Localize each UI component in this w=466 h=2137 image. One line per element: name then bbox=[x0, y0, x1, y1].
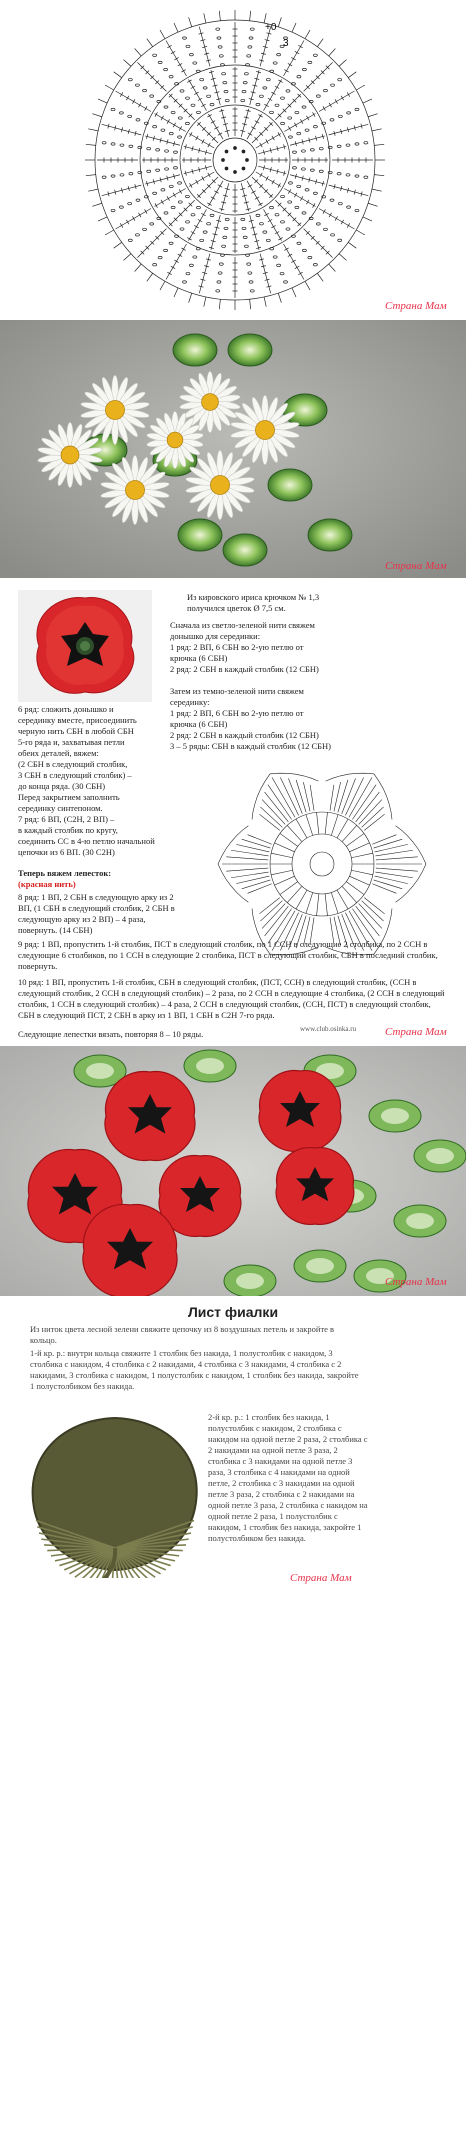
green-thread-block bbox=[170, 620, 465, 752]
row-10: 10 ряд: 1 ВП, пропустить 1-й столбик, СБН в следующий столбик, (ПСТ, ССН) в следующий столбик, (ССН в следующий столбик, 2 ССН в следующий столбик) – 2 раза, по 2 ССН в следующие 4 столбика, (2 ССН в следующий столбик, 1 ССН в следующий столбик) – 4 раза, 2 ССН в следующий столбик, (ССН, ПСТ) в следующий столбик, СБН в следующий ПСТ, 2 СБН в арку из 1 ВП, 1 СБН в С2Н 7-го ряда. bbox=[18, 977, 445, 1020]
crochet-leaf bbox=[308, 519, 352, 551]
circle-chart-svg bbox=[0, 0, 466, 318]
row-8: 8 ряд: 1 ВП, 2 СБН в следующую арку из 2 ВП, (1 СБН в следующий столбик, 2 СБН в следующую арку из 2 ВП) – 4 раза, повернуть. (14 СБН) bbox=[18, 892, 175, 935]
left_block-line: (2 СБН в следующий столбик, bbox=[18, 759, 128, 769]
left_block-line: серединку вместе, присоединить bbox=[18, 715, 137, 725]
violet-intro: Из ниток цвета лесной зелени свяжите цепочку из 8 воздушных петель и закройте в кольцо. bbox=[30, 1324, 335, 1345]
daisies-photo bbox=[0, 320, 466, 578]
violet-round-2: 2-й кр. р.: 1 столбик без накида, 1 полустолбик с накидом, 2 столбика с накидом на одной петле 2 раза, 2 столбика с 2 накидами на одной петле 3 раза, 2 столбика с 3 накидами на одной петле 3 раза, 3 столбика с 4 накидами на одной петле, 2 столбика с 3 накидами на одной петле 3 раза, 2 столбика с 2 накидами на одной петле 3 раза, 2 столбика с накидом на одной петле 2 раза, 1 полустолбик с накидом, 1 столбик без накида, закройте 1 полустолбиком без накида. bbox=[208, 1412, 368, 1543]
intro-line-2: получился цветок Ø 7,5 см. bbox=[187, 603, 286, 613]
green_block-line: донышко для серединки: bbox=[170, 631, 261, 641]
poppies-photo bbox=[0, 1046, 466, 1296]
left_block-line: 6 ряд: сложить донышко и bbox=[18, 704, 114, 714]
green_block-line: Сначала из светло-зеленой нити свяжем bbox=[170, 620, 315, 630]
chart-mark-2: 3 bbox=[283, 38, 289, 49]
left_block-line: соединить СС в 4-ю петлю начальной bbox=[18, 836, 155, 846]
left_block-line: 3 СБН в следующий столбик) – bbox=[18, 770, 132, 780]
green_block-line: серединку: bbox=[170, 697, 210, 707]
green_block-line: крючка (6 СБН) bbox=[170, 719, 228, 729]
green_block-line: 2 ряд: 2 СБН в каждый столбик (12 СБН) bbox=[170, 664, 319, 674]
green_block-line: 1 ряд: 2 ВП, 6 СБН во 2-ую петлю от bbox=[170, 708, 304, 718]
chart-mark-1: +0 bbox=[265, 22, 277, 33]
left_block-line: черную нить СБН в любой СБН bbox=[18, 726, 134, 736]
left_block-line: обеих деталей, вяжем: bbox=[18, 748, 99, 758]
crochet-circle-chart bbox=[0, 0, 466, 318]
petals-subtitle: (красная нить) bbox=[18, 879, 76, 889]
left_block-line: цепочки из 6 ВП. (30 С2Н) bbox=[18, 847, 115, 857]
crochet-leaf bbox=[178, 519, 222, 551]
crochet-poppy bbox=[276, 1148, 354, 1225]
poppies-svg bbox=[0, 1046, 466, 1296]
intro-line-1: Из кировского ириса крючком № 1,3 bbox=[187, 592, 320, 602]
crochet-poppy bbox=[105, 1071, 195, 1160]
green_block-line: 1 ряд: 2 ВП, 6 СБН во 2-ую петлю от bbox=[170, 642, 304, 652]
poppy-thumb-svg bbox=[18, 590, 152, 702]
watermark: Страна Мам bbox=[290, 1572, 352, 1584]
crochet-leaf bbox=[268, 469, 312, 501]
site-url: www.club.osinka.ru bbox=[300, 1025, 357, 1033]
violet-round-1: 1-й кр. р.: внутри кольца свяжите 1 столбик без накида, 1 полустолбик с накидом, 3 столбика с накидом, 4 столбика с 2 накидами, 4 столбика с 3 накидами, 4 столбика с 2 накидами, 3 столбика с накидом, 1 полустолбик с накидом, 1 столбик без накида, закройте 1 полустолбиком без накида. bbox=[30, 1348, 359, 1391]
green_block-line bbox=[170, 675, 465, 686]
poppy-instructions bbox=[0, 584, 466, 1044]
left_block-line: 5-го ряда и, захватывая петли bbox=[18, 737, 125, 747]
crochet-leaf bbox=[283, 394, 327, 426]
crochet-leaf bbox=[173, 334, 217, 366]
crochet-leaf bbox=[223, 534, 267, 566]
watermark: Страна Мам bbox=[385, 560, 447, 572]
crochet-leaf bbox=[228, 334, 272, 366]
crochet-poppy bbox=[259, 1071, 341, 1152]
outro: Следующие лепестки вязать, повторяя 8 – 10 ряды. bbox=[18, 1029, 204, 1039]
left_block-line: Перед закрытием заполнить bbox=[18, 792, 120, 802]
green_block-line: крючка (6 СБН) bbox=[170, 653, 228, 663]
green_block-line: 3 – 5 ряды: СБН в каждый столбик (12 СБН) bbox=[170, 741, 331, 751]
violet-leaf-panel bbox=[0, 1298, 466, 2137]
poppy-thumbnail bbox=[18, 590, 152, 702]
left_block-line: до конца ряда. (30 СБН) bbox=[18, 781, 106, 791]
row-9: 9 ряд: 1 ВП, пропустить 1-й столбик, ПСТ в следующий столбик, по 1 ССН в следующие 2 столбика, по 2 ССН в следующие 6 столбиков, по 1 ССН в следующие 2 столбика, ПСТ в следующий столбик, СБН в последний столбик, повернуть. bbox=[18, 939, 438, 971]
black-thread-block bbox=[18, 704, 178, 858]
crochet-poppy bbox=[83, 1204, 177, 1296]
green_block-line: 2 ряд: 2 СБН в каждый столбик (12 СБН) bbox=[170, 730, 319, 740]
green_block-line: Затем из темно-зеленой нити свяжем bbox=[170, 686, 304, 696]
watermark: Страна Мам bbox=[385, 1026, 447, 1038]
left_block-line: в каждый столбик по кругу, bbox=[18, 825, 118, 835]
violet-title: Лист фиалки bbox=[187, 1304, 279, 1320]
watermark: Страна Мам bbox=[385, 1276, 447, 1288]
poppy-chart-svg bbox=[180, 742, 465, 987]
left_block-line: 7 ряд: 6 ВП, (С2Н, 2 ВП) – bbox=[18, 814, 115, 824]
petals-title: Теперь вяжем лепесток: bbox=[18, 868, 112, 878]
left_block-line: серединку синтепоном. bbox=[18, 803, 103, 813]
daisies-svg bbox=[0, 320, 466, 578]
crochet-poppy bbox=[159, 1156, 241, 1237]
watermark: Страна Мам bbox=[385, 300, 447, 312]
violet-leaf-svg bbox=[20, 1408, 210, 1578]
